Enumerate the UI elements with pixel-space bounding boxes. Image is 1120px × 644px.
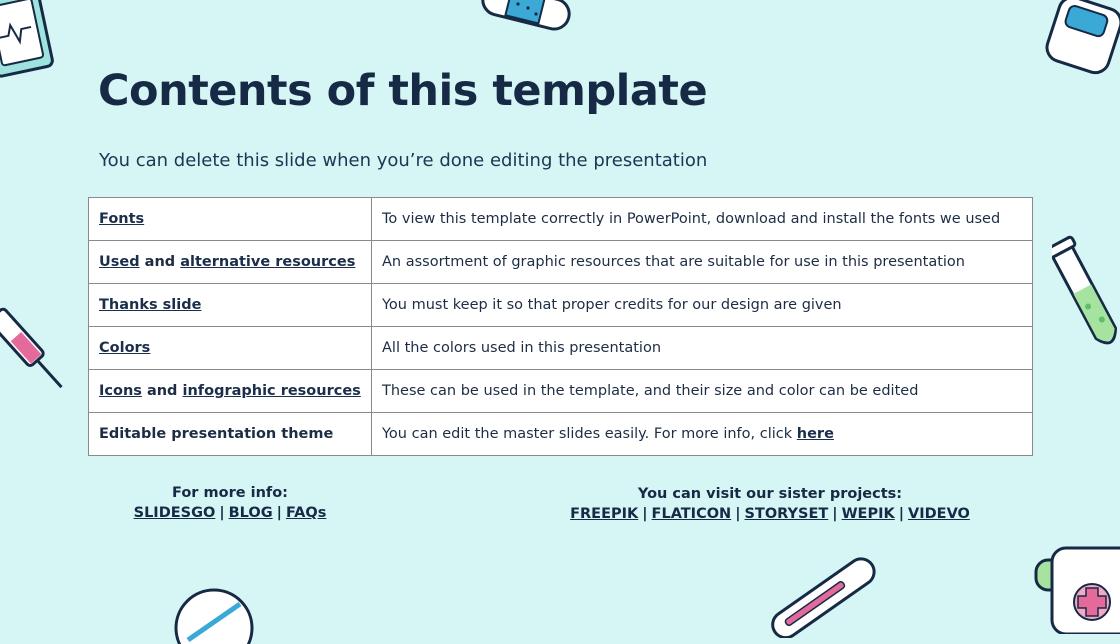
wepik-link[interactable]: WEPIK [841, 506, 895, 522]
separator: | [735, 506, 741, 522]
syringe-icon [0, 298, 70, 402]
thermometer-icon [756, 548, 888, 638]
slide-title: Contents of this template [98, 66, 708, 116]
freepik-link[interactable]: FREEPIK [570, 506, 639, 522]
first-aid-kit-icon [1030, 538, 1120, 634]
test-tube-icon [1052, 228, 1120, 368]
footer-more-info-heading: For more info: [172, 485, 288, 501]
storyset-link[interactable]: STORYSET [744, 506, 829, 522]
slidesgo-link[interactable]: SLIDESGO [133, 505, 216, 521]
row-description-text: These can be used in the template, and their size and color can be edited [382, 383, 919, 399]
separator: | [642, 506, 648, 522]
videvo-link[interactable]: VIDEVO [908, 506, 970, 522]
footer-more-info [130, 483, 330, 523]
key-link[interactable]: alternative resources [180, 254, 356, 270]
row-description-text: To view this template correctly in PowerPoint, download and install the fonts we used [382, 211, 1001, 227]
table-row [89, 198, 1033, 241]
row-description [372, 413, 1033, 456]
row-key [89, 241, 372, 284]
row-description [372, 241, 1033, 284]
row-key [89, 327, 372, 370]
bandage-icon [478, 0, 578, 34]
row-description-text: You can edit the master slides easily. For more info, click [382, 426, 797, 442]
table-row [89, 327, 1033, 370]
key-link[interactable]: Fonts [99, 211, 145, 227]
key-link[interactable]: Icons [99, 383, 142, 399]
table-row [89, 241, 1033, 284]
faqs-link[interactable]: FAQs [285, 505, 327, 521]
separator: | [219, 505, 225, 521]
row-key [89, 413, 372, 456]
separator: | [832, 506, 838, 522]
separator: | [898, 506, 905, 522]
row-key [89, 370, 372, 413]
row-key [89, 284, 372, 327]
key-link[interactable]: Colors [99, 340, 151, 356]
row-description-text: You must keep it so that proper credits for our design are given [382, 297, 842, 313]
key-text: and [139, 254, 181, 270]
table-row [89, 370, 1033, 413]
separator: | [276, 505, 282, 521]
flaticon-link[interactable]: FLATICON [651, 506, 732, 522]
footer-sister-heading: You can visit our sister projects: [637, 486, 903, 502]
row-description [372, 370, 1033, 413]
row-description [372, 198, 1033, 241]
footer-sister-projects [560, 484, 980, 524]
footer-sister-links [560, 504, 980, 524]
key-text: and [141, 383, 183, 399]
row-description [372, 284, 1033, 327]
here-link[interactable]: here [796, 426, 834, 442]
row-description [372, 327, 1033, 370]
key-link[interactable]: Thanks slide [99, 297, 202, 313]
table-row [89, 284, 1033, 327]
medicine-bottle-icon [1040, 0, 1120, 83]
footer-more-info-links [130, 503, 330, 523]
row-description-text: All the colors used in this presentation [382, 340, 662, 356]
row-key [89, 198, 372, 241]
blog-link[interactable]: BLOG [228, 505, 273, 521]
key-text: Editable presentation theme [99, 426, 334, 442]
key-link[interactable]: Used [99, 254, 140, 270]
pill-icon [170, 584, 260, 644]
slide-subtitle: You can delete this slide when you’re done editing the presentation [99, 150, 708, 171]
key-link[interactable]: infographic resources [182, 383, 361, 399]
contents-table [88, 197, 1033, 456]
clipboard-icon [0, 0, 60, 80]
row-description-text: An assortment of graphic resources that are suitable for use in this presentation [382, 254, 965, 270]
table-row [89, 413, 1033, 456]
